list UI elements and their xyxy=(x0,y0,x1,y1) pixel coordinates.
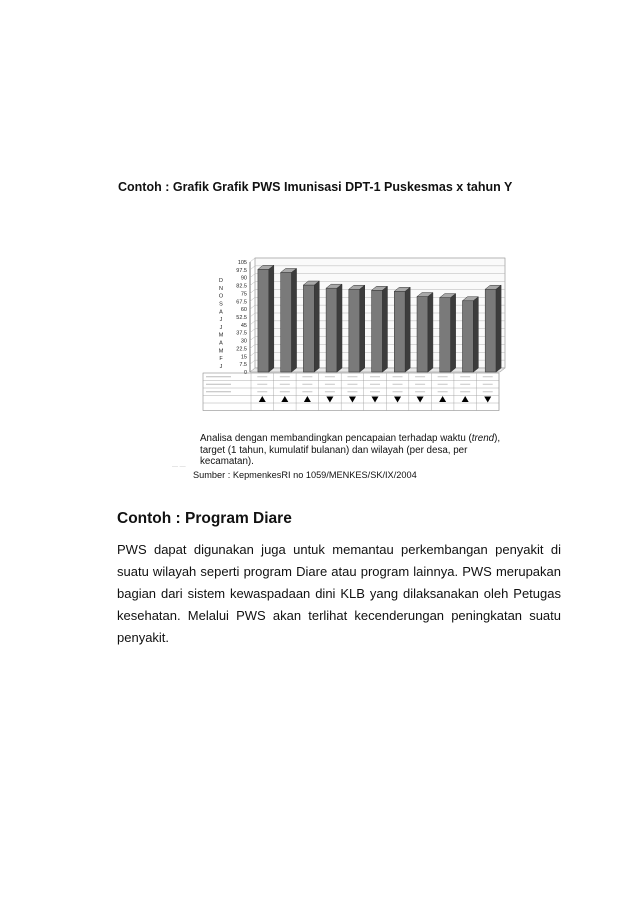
gridline-diagonal xyxy=(250,360,255,364)
figure-caption: Contoh : Grafik Grafik PWS Imunisasi DPT-1 Puskesmas x tahun Y xyxy=(118,180,513,194)
y-tick-label: 22.5 xyxy=(236,346,247,353)
gridline-diagonal xyxy=(250,352,255,356)
y-axis-letter: A xyxy=(219,309,223,316)
trend-down-icon xyxy=(417,396,424,402)
bar xyxy=(326,288,337,372)
source-note: Sumber : KepmenkesRI no 1059/MENKES/SK/IX/2004 xyxy=(193,470,417,480)
y-axis-letter: J xyxy=(219,317,223,324)
trend-up-icon xyxy=(462,396,469,402)
trend-up-icon xyxy=(259,396,266,402)
gridline-diagonal xyxy=(250,297,255,301)
y-tick-label: 30 xyxy=(240,338,247,345)
bar xyxy=(372,290,383,372)
y-tick-label: 67.5 xyxy=(236,299,247,306)
gridline-diagonal xyxy=(250,282,255,286)
gridline-diagonal xyxy=(250,289,255,293)
gridline-diagonal xyxy=(250,305,255,309)
y-axis-letter: O xyxy=(218,293,224,300)
bar-side xyxy=(496,285,501,372)
bar-side xyxy=(337,284,342,372)
body-paragraph: PWS dapat digunakan juga untuk memantau perkembangan penyakit di suatu wilayah seperti program Diare atau program lainnya. PWS merupakan bagian dari sistem kewaspadaan dini KLB yang dilaksanakan oleh Petugas kesehatan. Melalui PWS akan terlihat kecenderungan peningkatan suatu penyakit. xyxy=(117,542,561,645)
y-tick-label: 0 xyxy=(243,370,247,376)
y-tick-label: 105 xyxy=(237,260,247,266)
y-tick-label: 37.5 xyxy=(236,330,247,337)
bar xyxy=(349,289,360,372)
gridline-diagonal xyxy=(250,321,255,325)
bar-side xyxy=(269,265,274,372)
bar-side xyxy=(428,293,433,372)
trend-down-icon xyxy=(484,396,491,402)
y-axis-letter: A xyxy=(219,340,223,347)
trend-up-icon xyxy=(304,396,311,402)
bar-side xyxy=(451,294,456,372)
analysis-note-emphasis: trend xyxy=(471,433,495,444)
y-tick-label: 60 xyxy=(240,307,247,314)
y-axis-letter: D xyxy=(219,278,223,284)
section-heading: Contoh : Program Diare xyxy=(117,510,292,527)
analysis-note xyxy=(200,433,520,468)
gridline-diagonal xyxy=(250,258,255,262)
bar-side xyxy=(360,285,365,372)
bar-side xyxy=(292,268,297,372)
gridline-diagonal xyxy=(250,344,255,348)
gridline-diagonal xyxy=(250,329,255,333)
y-tick-label: 90 xyxy=(240,275,247,282)
bar xyxy=(258,269,269,372)
bar-side xyxy=(473,297,478,372)
y-axis-letter: N xyxy=(219,285,223,292)
bar xyxy=(303,285,314,372)
decorative-dash: — — xyxy=(172,464,186,470)
analysis-note-after: ), target (1 tahun, kumulatif bulanan) dan wilayah (per desa, per kecamatan). xyxy=(200,433,501,467)
bar-side xyxy=(405,287,410,372)
y-axis-letter: S xyxy=(219,301,223,308)
y-tick-label: 97.5 xyxy=(236,267,247,274)
trend-down-icon xyxy=(372,396,379,402)
trend-up-icon xyxy=(439,396,446,402)
y-tick-label: 82.5 xyxy=(236,283,247,290)
trend-down-icon xyxy=(349,396,356,402)
trend-up-icon xyxy=(281,396,288,402)
bar xyxy=(462,301,473,372)
y-axis-letter: M xyxy=(218,332,224,339)
trend-down-icon xyxy=(326,396,333,402)
y-axis-letter: M xyxy=(218,348,224,355)
analysis-note-before: Analisa dengan membandingkan pencapaian terhadap waktu ( xyxy=(200,433,472,444)
chart-svg xyxy=(195,255,517,415)
bar-side xyxy=(314,281,319,372)
y-axis-letter: J xyxy=(219,364,223,370)
gridline-diagonal xyxy=(250,274,255,278)
y-tick-label: 15 xyxy=(240,354,247,361)
y-tick-label: 52.5 xyxy=(236,315,247,321)
y-axis-letter: F xyxy=(219,356,223,363)
y-tick-label: 75 xyxy=(240,291,247,298)
trend-down-icon xyxy=(394,396,401,402)
bar xyxy=(440,298,451,372)
bar xyxy=(417,297,428,372)
y-tick-label: 7.5 xyxy=(239,362,247,369)
gridline-diagonal xyxy=(250,266,255,270)
gridline-diagonal xyxy=(250,337,255,341)
bar xyxy=(281,272,292,372)
y-axis-letter: J xyxy=(219,324,223,331)
bar xyxy=(394,291,405,372)
bar-side xyxy=(382,286,387,372)
pws-bar-chart xyxy=(195,255,517,415)
bar xyxy=(485,289,496,372)
gridline-diagonal xyxy=(250,313,255,317)
y-tick-label: 45 xyxy=(240,322,247,329)
